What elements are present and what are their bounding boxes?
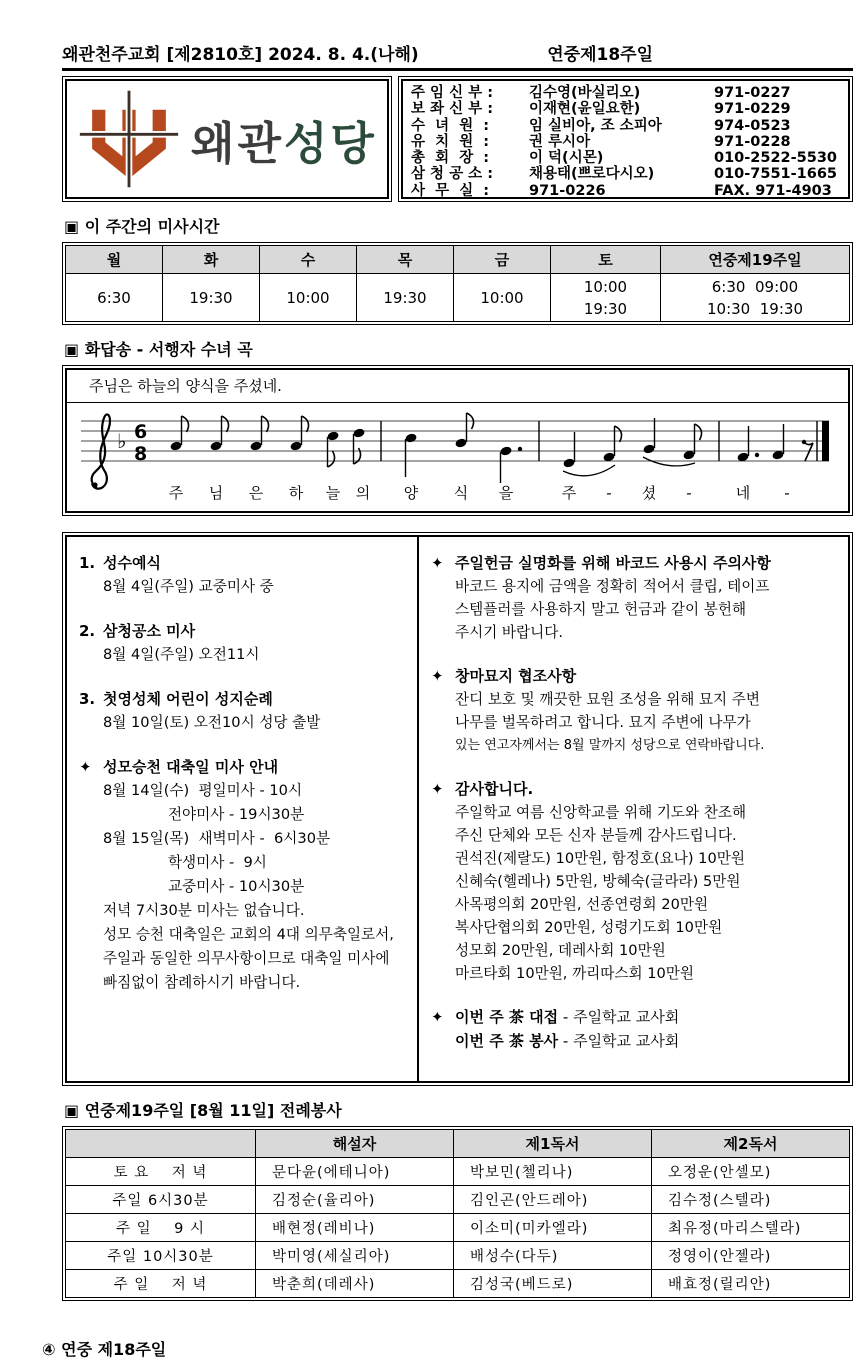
item-line: 주일학교 여름 신앙학교를 위해 기도와 찬조해	[455, 804, 747, 821]
section-title-liturgy: ▣ 연중제19주일 [8월 11일] 전례봉사	[64, 1101, 342, 1120]
mass-header-sun: 연중제19주일	[661, 246, 850, 274]
item-line: 스템플러를 사용하지 말고 헌금과 같이 봉헌해	[455, 601, 747, 618]
contact-phone: 010-7551-1665	[714, 166, 838, 183]
contact-row	[411, 118, 842, 134]
quarter-note	[405, 432, 418, 477]
item-line: 있는 연고자께서는 8월 말까지 성당으로 연락바랍니다.	[455, 738, 765, 753]
item-number: 2.	[79, 622, 96, 640]
slur	[563, 465, 615, 476]
lyric-syllable: 주	[561, 484, 577, 502]
item-line: 마르타회 10만원, 까리따스회 10만원	[455, 965, 694, 982]
contact-phone: 971-0227	[714, 85, 791, 101]
item-line: 잔디 보호 및 깨끗한 묘원 조성을 위해 묘지 주변	[455, 691, 760, 708]
item-line: 8월 14일(수) 평일미사 - 10시	[103, 782, 303, 799]
mass-header-wed: 수	[260, 246, 357, 274]
item-line: 성모 승천 대축일은 교회의 4대 의무축일로서,	[103, 926, 394, 943]
lyric-syllable: 하	[288, 484, 304, 502]
tea-service-line: ✦ 이번 주 茶 대접 - 주일학교 교사회	[431, 1005, 838, 1029]
contact-label: 사 무 실 :	[411, 182, 490, 199]
mass-time-sun: 6:30 09:00 10:30 19:30	[661, 274, 850, 322]
contact-row	[411, 101, 842, 117]
contact-name: 이재현(윤일요한)	[529, 101, 641, 118]
contact-label: 보 좌 신 부 :	[411, 101, 494, 118]
page-number: ④ 연중 제18주일	[42, 1340, 167, 1359]
item-bullet: ✦	[431, 780, 444, 798]
contact-label: 주 임 신 부 :	[411, 85, 494, 101]
item-line: 저녁 7시30분 미사는 없습니다.	[103, 902, 305, 919]
item-title: 창마묘지 협조사항	[455, 667, 577, 685]
item-title: 첫영성체 어린이 성지순례	[103, 690, 273, 708]
section-title-mass-times: ▣ 이 주간의 미사시간	[64, 217, 220, 236]
info-strip	[62, 76, 853, 202]
item-title: 주일헌금 실명화를 위해 바코드 사용시 주의사항	[455, 554, 771, 572]
bulletin-issue-title: 왜관천주교회 [제2810호] 2024. 8. 4.(나해)	[62, 45, 419, 65]
contact-phone: 971-0228	[714, 133, 791, 150]
contact-phone: 971-0229	[714, 101, 791, 118]
lyric-syllable: 을	[498, 484, 514, 502]
contact-label: 수 녀 원 :	[411, 117, 490, 134]
announcement-item	[431, 664, 838, 757]
liturgy-header-reading2: 제2독서	[652, 1130, 850, 1158]
music-notation	[71, 405, 844, 507]
item-line: 전야미사 - 19시30분	[103, 806, 305, 823]
time-signature-bottom: 8	[134, 443, 148, 465]
announcement-item	[79, 619, 409, 667]
item-line: 8월 10일(토) 오전10시 성당 출발	[103, 714, 321, 731]
mass-time-fri: 10:00	[454, 274, 551, 322]
liturgy-row: 주일 10시30분 박미영(세실리아) 배성수(다두) 정영이(안젤라)	[66, 1242, 850, 1270]
contact-label: 총 회 장 :	[411, 150, 490, 167]
mass-time-thu: 19:30	[357, 274, 454, 322]
mass-time-wed: 10:00	[260, 274, 357, 322]
item-number: 3.	[79, 690, 96, 708]
music-box	[62, 365, 853, 516]
lyric-syllable: 셨	[641, 484, 657, 502]
lyric-syllable: 의	[355, 484, 371, 502]
section-title-song: ▣ 화답송 - 서행자 수녀 곡	[64, 340, 253, 359]
time-signature-top: 6	[134, 421, 148, 443]
mass-time-sat: 10:00 19:30	[551, 274, 661, 322]
item-line: 주신 단체와 모든 신자 분들께 감사드립니다.	[455, 827, 737, 844]
item-line: 바코드 용지에 금액을 정확히 적어서 클립, 테이프	[455, 578, 770, 595]
item-title: 성수예식	[103, 554, 161, 572]
contact-phone: FAX. 971-4903	[714, 182, 832, 199]
item-line: 사목평의회 20만원, 선종연령회 20만원	[455, 896, 709, 913]
masthead	[62, 40, 853, 71]
contact-row	[411, 85, 842, 101]
contact-row	[411, 166, 842, 182]
eighth-note	[353, 427, 366, 464]
announcement-item	[431, 1005, 838, 1053]
announcement-item	[79, 687, 409, 735]
liturgy-row: 주 일 저 녁 박춘희(데레사) 김성국(베드로) 배효정(릴리안)	[66, 1270, 850, 1298]
lyric-syllable: 네	[735, 484, 751, 502]
mass-time-tue: 19:30	[163, 274, 260, 322]
lyric-syllable: -	[784, 484, 790, 502]
church-name	[191, 107, 377, 172]
contact-name: 권 루시아	[529, 133, 591, 150]
mass-header-thu: 목	[357, 246, 454, 274]
mass-table-box	[62, 242, 853, 325]
item-number: 1.	[79, 554, 96, 572]
contact-name: 채용태(쁘로다시오)	[529, 166, 655, 183]
item-line: 8월 4일(주일) 오전11시	[103, 646, 260, 663]
item-line: 학생미사 - 9시	[103, 854, 267, 871]
quarter-note	[643, 418, 656, 455]
mass-header-mon: 월	[66, 246, 163, 274]
eighth-note	[327, 430, 340, 467]
contact-name: 임 실비아, 조 소피아	[529, 117, 662, 134]
lyric-syllable: -	[686, 484, 692, 502]
contact-row	[411, 183, 842, 199]
lyric-syllable: 은	[248, 484, 264, 502]
announcements-right-column	[419, 537, 848, 1081]
item-line: 권석진(제랄도) 10만원, 함정호(요나) 10만원	[455, 850, 745, 867]
announcements-left-column	[67, 537, 419, 1081]
announcement-item	[431, 551, 838, 644]
lyric-syllable: 식	[453, 484, 469, 502]
contact-name: 김수영(바실리오)	[529, 85, 641, 101]
mass-header-sat: 토	[551, 246, 661, 274]
quarter-note	[772, 424, 785, 461]
contact-name: 971-0226	[529, 182, 606, 199]
church-logo-icon	[73, 87, 185, 191]
item-line: 교중미사 - 10시30분	[103, 878, 305, 895]
item-line: 주일과 동일한 의무사항이므로 대축일 미사에	[103, 950, 390, 967]
liturgy-header-time	[66, 1130, 256, 1158]
mass-times-table	[65, 245, 850, 322]
quarter-note	[563, 432, 576, 469]
contact-name: 이 덕(시몬)	[529, 150, 604, 167]
contact-phone: 010-2522-5530	[714, 150, 838, 167]
liturgy-header-commentator: 해설자	[256, 1130, 454, 1158]
announcement-item	[79, 755, 409, 995]
item-line: 성모회 20만원, 데레사회 10만원	[455, 942, 666, 959]
item-line: 나무를 벌목하려고 합니다. 묘지 주변에 나무가	[455, 714, 751, 731]
eighth-note	[683, 424, 702, 461]
lyric-syllable: 양	[403, 484, 419, 502]
item-bullet: ✦	[79, 758, 92, 776]
item-title: 감사합니다.	[455, 780, 534, 798]
contact-box	[398, 76, 853, 202]
sunday-title: 연중제18주일	[547, 45, 653, 65]
contact-row	[411, 150, 842, 166]
refrain-text: 주님은 하늘의 양식을 주셨네.	[67, 370, 848, 403]
flat-icon: ♭	[117, 429, 127, 453]
item-bullet: ✦	[431, 1008, 444, 1026]
lyric-syllable: -	[606, 484, 612, 502]
announcement-item	[431, 777, 838, 985]
final-barline	[822, 421, 829, 461]
item-line: 복사단협의회 20만원, 성령기도회 10만원	[455, 919, 723, 936]
item-line: 8월 4일(주일) 교중미사 중	[103, 578, 274, 595]
contact-label: 삼 청 공 소 :	[411, 166, 494, 183]
item-line: 신혜숙(헬레나) 5만원, 방혜숙(글라라) 5만원	[455, 873, 741, 890]
liturgy-row: 주 일 9 시 배현정(레비나) 이소미(미카엘라) 최유정(마리스텔라)	[66, 1214, 850, 1242]
item-bullet: ✦	[431, 667, 444, 685]
mass-header-tue: 화	[163, 246, 260, 274]
tea-service-line: 이번 주 茶 봉사 - 주일학교 교사회	[455, 1032, 680, 1050]
item-bullet: ✦	[431, 554, 444, 572]
liturgy-header-reading1: 제1독서	[454, 1130, 652, 1158]
liturgy-row: 주일 6시30분 김정순(율리아) 김인곤(안드레아) 김수정(스텔라)	[66, 1186, 850, 1214]
lyric-syllable: 주	[168, 484, 184, 502]
church-name-part1: 왜관	[191, 116, 284, 170]
item-line: 8월 15일(목) 새벽미사 - 6시30분	[103, 830, 331, 847]
item-title: 성모승천 대축일 미사 안내	[103, 758, 279, 776]
contact-row	[411, 134, 842, 150]
lyric-syllable: 늘	[325, 484, 341, 502]
church-name-part2: 성당	[283, 116, 377, 170]
item-line: 빠짐없이 참례하시기 바랍니다.	[103, 974, 301, 991]
mass-time-mon: 6:30	[66, 274, 163, 322]
logo-box	[62, 76, 392, 202]
contact-label: 유 치 원 :	[411, 133, 490, 150]
liturgy-row: 토 요 저 녁 문다윤(에테니아) 박보민(첼리나) 오정운(안셀모)	[66, 1158, 850, 1186]
treble-clef-icon	[92, 414, 110, 489]
lyric-syllable: 님	[208, 484, 224, 502]
item-line: 주시기 바랍니다.	[455, 624, 563, 641]
mass-header-fri: 금	[454, 246, 551, 274]
announcements-box	[62, 532, 853, 1086]
contact-phone: 974-0523	[714, 117, 791, 134]
announcement-item	[79, 551, 409, 599]
eighth-rest	[802, 440, 813, 461]
item-title: 삼청공소 미사	[103, 622, 196, 640]
